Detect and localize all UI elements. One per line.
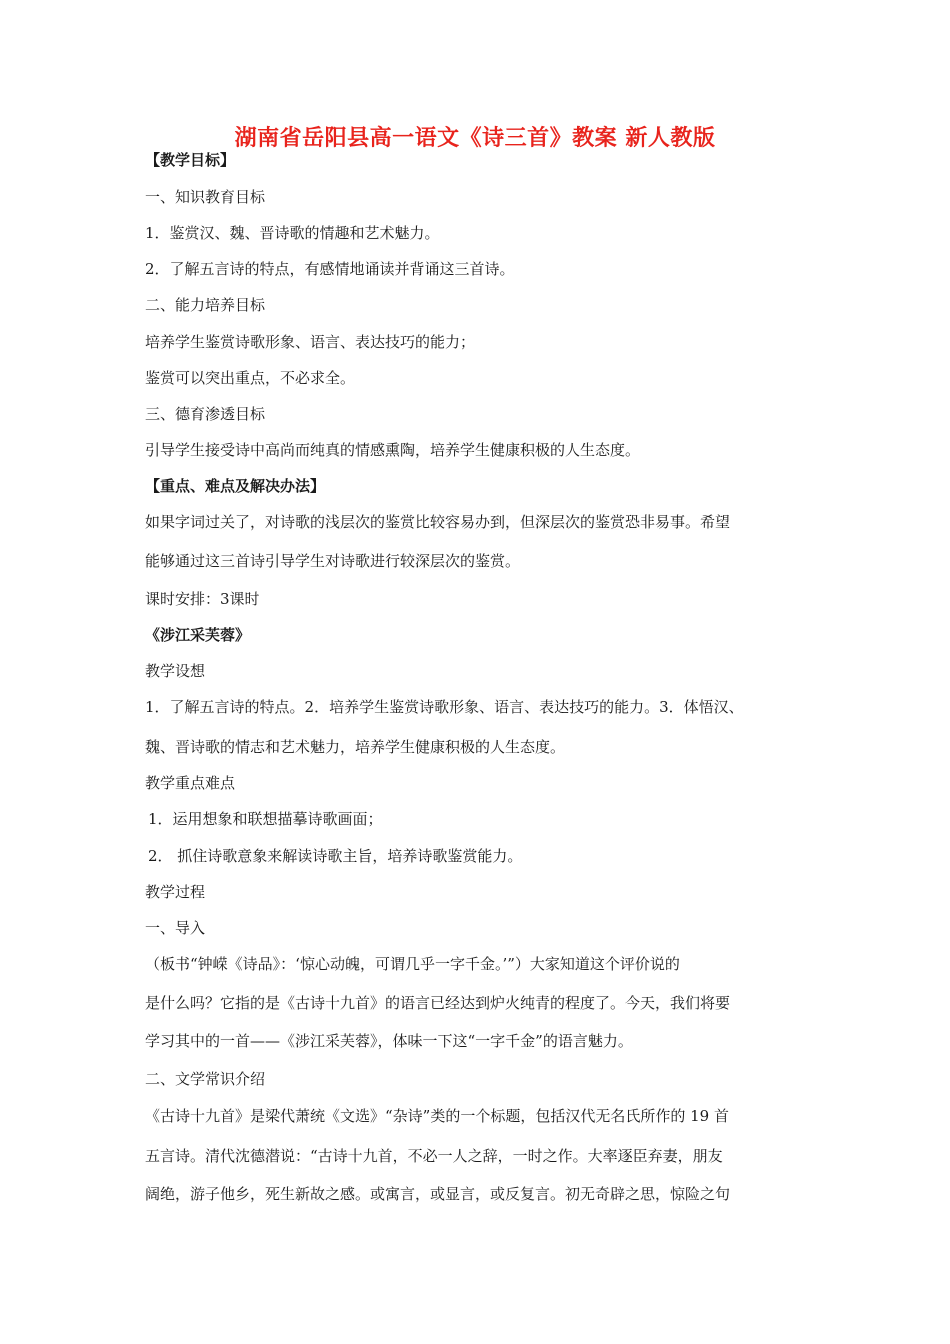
subheading-moral-goals: 三、德育渗透目标 <box>145 405 266 423</box>
paragraph-line: 魏、晋诗歌的情志和艺术魅力，培养学生健康积极的人生态度。 <box>145 738 566 756</box>
poem-title-heading: 《涉江采芙蓉》 <box>145 626 251 644</box>
paragraph-line: （板书“钟嵘《诗品》：‘惊心动魄，可谓几乎一字千金。’”）大家知道这个评价说的 <box>145 955 680 973</box>
paragraph-line: 培养学生鉴赏诗歌形象、语言、表达技巧的能力； <box>145 333 476 351</box>
subheading-key-difficulties: 教学重点难点 <box>145 774 236 792</box>
list-item: 2．了解五言诗的特点，有感情地诵读并背诵这三首诗。 <box>145 260 515 278</box>
paragraph-line: 1．了解五言诗的特点。2．培养学生鉴赏诗歌形象、语言、表达技巧的能力。3．体悟汉、 <box>145 698 744 716</box>
subheading-knowledge-goals: 一、知识教育目标 <box>145 188 266 206</box>
paragraph-line: 学习其中的一首——《涉江采芙蓉》，体味一下这“一字千金”的语言魅力。 <box>145 1032 633 1050</box>
paragraph-line: 如果字词过关了，对诗歌的浅层次的鉴赏比较容易办到，但深层次的鉴赏恐非易事。希望 <box>145 513 731 531</box>
paragraph-line: 《古诗十九首》是梁代萧统《文选》“杂诗”类的一个标题，包括汉代无名氏所作的 19 首 <box>145 1107 729 1125</box>
schedule-line: 课时安排：3课时 <box>145 590 260 608</box>
subheading-ability-goals: 二、能力培养目标 <box>145 296 266 314</box>
paragraph-line: 能够通过这三首诗引导学生对诗歌进行较深层次的鉴赏。 <box>145 552 521 570</box>
paragraph-line: 五言诗。清代沈德潜说：“古诗十九首，不必一人之辞，一时之作。大率逐臣弃妻，朋友 <box>145 1147 723 1165</box>
paragraph-line: 是什么吗？它指的是《古诗十九首》的语言已经达到炉火纯青的程度了。今天，我们将要 <box>145 994 731 1012</box>
paragraph-line: 鉴赏可以突出重点，不必求全。 <box>145 369 356 387</box>
subheading-teaching-plan: 教学设想 <box>145 662 206 680</box>
list-item: 1．运用想象和联想描摹诗歌画面； <box>148 810 383 828</box>
section-heading-teaching-goals: 【教学目标】 <box>145 151 236 169</box>
subheading-literary-knowledge: 二、文学常识介绍 <box>145 1070 266 1088</box>
list-item: 2． 抓住诗歌意象来解读诗歌主旨，培养诗歌鉴赏能力。 <box>148 847 523 865</box>
paragraph-line: 引导学生接受诗中高尚而纯真的情感熏陶，培养学生健康积极的人生态度。 <box>145 441 641 459</box>
list-item: 1．鉴赏汉、魏、晋诗歌的情趣和艺术魅力。 <box>145 224 440 242</box>
section-heading-key-points: 【重点、难点及解决办法】 <box>145 477 326 495</box>
paragraph-line: 阔绝，游子他乡，死生新故之感。或寓言，或显言，或反复言。初无奇辟之思，惊险之句 <box>145 1185 731 1203</box>
subheading-teaching-process: 教学过程 <box>145 883 206 901</box>
document-title: 湖南省岳阳县高一语文《诗三首》教案 新人教版 <box>234 126 716 151</box>
subheading-introduction: 一、导入 <box>145 919 206 937</box>
